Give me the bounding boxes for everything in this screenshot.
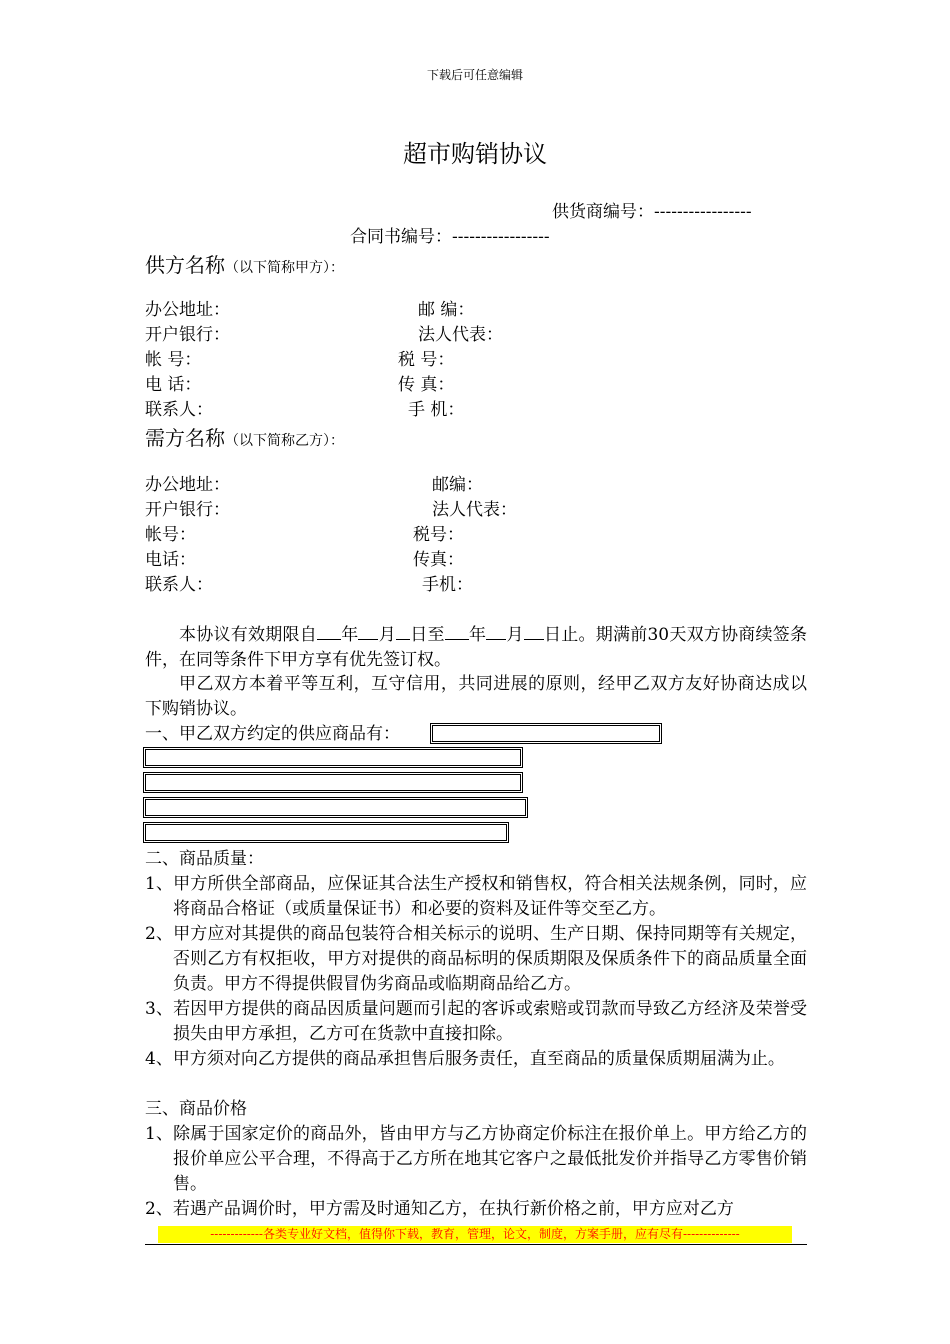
footer-banner: -------------各类专业好文档，值得你下载，教育，管理，论文，制度，方案手册，应有尽有-------------- bbox=[210, 1227, 740, 1241]
footer-rule bbox=[145, 1244, 807, 1245]
section-2-heading: 二、商品质量： bbox=[145, 849, 264, 869]
price-item-2: 2、若遇产品调价时，甲方需及时通知乙方，在执行新价格之前，甲方应对乙方 bbox=[145, 1199, 734, 1219]
party-a-name-label: 供方名称 bbox=[145, 253, 225, 277]
party-b-address: 办公地址： bbox=[145, 475, 230, 495]
party-a-mobile: 手 机： bbox=[408, 400, 465, 420]
party-a-phone: 电 话： bbox=[145, 375, 202, 395]
quality-item-4: 4、甲方须对向乙方提供的商品承担售后服务责任，直至商品的质量保质期届满为止。 bbox=[145, 1049, 785, 1069]
goods-input-box-3[interactable] bbox=[143, 772, 523, 793]
party-a-address: 办公地址： bbox=[145, 300, 230, 320]
document-title: 超市购销协议 bbox=[403, 140, 547, 168]
party-a-bank: 开户银行： bbox=[145, 325, 230, 345]
party-b-legal-rep: 法人代表： bbox=[432, 500, 517, 520]
party-b-mobile: 手机： bbox=[422, 575, 473, 595]
party-b-postcode: 邮编： bbox=[432, 475, 483, 495]
page-header: 下载后可任意编辑 bbox=[426, 68, 523, 82]
party-a-name-note: （以下简称甲方）： bbox=[225, 260, 344, 276]
section-3-heading: 三、商品价格 bbox=[145, 1099, 247, 1119]
goods-input-box-5[interactable] bbox=[143, 822, 509, 843]
goods-input-box-2[interactable] bbox=[143, 747, 523, 768]
party-b-tax-no: 税号： bbox=[413, 525, 464, 545]
party-a-legal-rep: 法人代表： bbox=[418, 325, 503, 345]
supplier-number: 供货商编号：----------------- bbox=[552, 202, 752, 222]
quality-item-3: 3、若因甲方提供的商品因质量问题而引起的客诉或索赔或罚款而导致乙方经济及荣誉受损失由甲方承担，乙方可在货款中直接扣除。 bbox=[145, 999, 807, 1044]
contract-number: 合同书编号：----------------- bbox=[350, 227, 550, 247]
validity-paragraph: 本协议有效期限自 年 月 日至 年 月 日止。期满前30天双方协商续签条件，在同等条件下甲方享有优先签订权。 bbox=[145, 622, 807, 673]
intro-paragraph: 甲乙双方本着平等互利，互守信用，共同进展的原则，经甲乙双方友好协商达成以下购销协议。 bbox=[145, 674, 807, 719]
goods-input-box-4[interactable] bbox=[143, 797, 528, 818]
party-a-contact: 联系人： bbox=[145, 400, 213, 420]
party-b-fax: 传真： bbox=[413, 550, 464, 570]
party-b-contact: 联系人： bbox=[145, 575, 213, 595]
party-b-heading bbox=[145, 422, 344, 451]
party-b-name-label: 需方名称 bbox=[145, 426, 225, 450]
party-a-heading bbox=[145, 249, 344, 278]
goods-input-box-1[interactable] bbox=[430, 723, 662, 744]
party-b-account: 帐号： bbox=[145, 525, 196, 545]
quality-item-1: 1、甲方所供全部商品，应保证其合法生产授权和销售权，符合相关法规条例，同时，应将商品合格证（或质量保证书）和必要的资料及证件等交至乙方。 bbox=[145, 874, 807, 919]
party-a-postcode: 邮 编： bbox=[418, 300, 475, 320]
party-b-name-note: （以下简称乙方）： bbox=[225, 433, 344, 449]
party-b-phone: 电话： bbox=[145, 550, 196, 570]
section-1-heading: 一、甲乙双方约定的供应商品有： bbox=[145, 724, 400, 744]
party-a-account: 帐 号： bbox=[145, 350, 202, 370]
quality-item-2: 2、甲方应对其提供的商品包装符合相关标示的说明、生产日期、保持同期等有关规定，否则乙方有权拒收，甲方对提供的商品标明的保质期限及保质条件下的商品质量全面负责。甲方不得提供假冒伪劣商品或临期商品给乙方。 bbox=[145, 924, 807, 994]
party-b-bank: 开户银行： bbox=[145, 500, 230, 520]
price-item-1: 1、除属于国家定价的商品外，皆由甲方与乙方协商定价标注在报价单上。甲方给乙方的报价单应公平合理，不得高于乙方所在地其它客户之最低批发价并指导乙方零售价销售。 bbox=[145, 1124, 807, 1194]
party-a-tax-no: 税 号： bbox=[398, 350, 455, 370]
party-a-fax: 传 真： bbox=[398, 375, 455, 395]
